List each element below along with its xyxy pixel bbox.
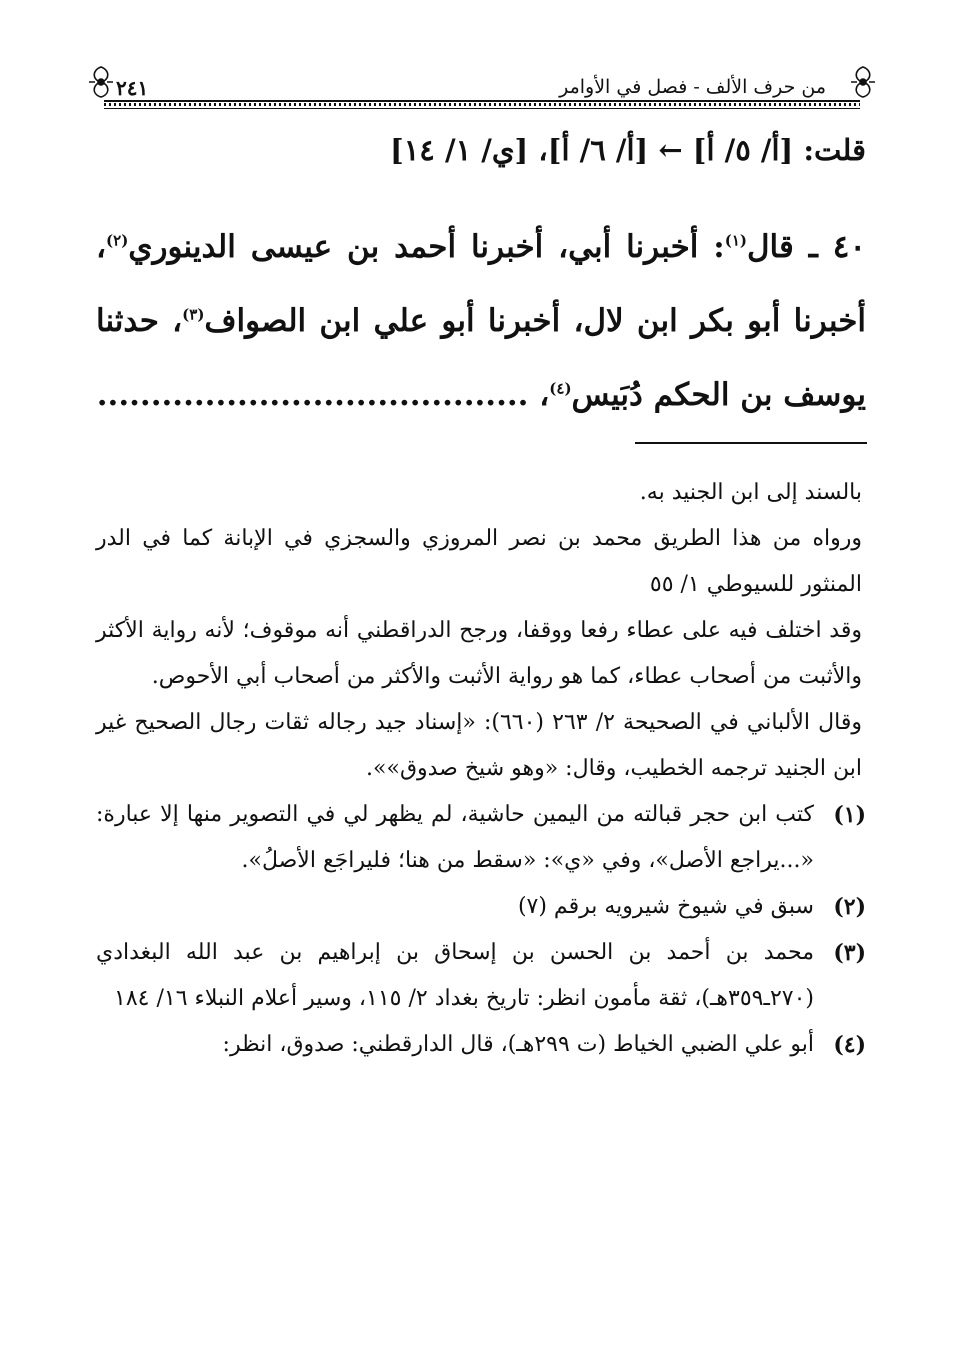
hadith-line [96,210,866,284]
footnote-number: (٢) [833,894,866,920]
footnote-number: (١) [833,802,866,828]
footnote-item [96,792,866,884]
hadith-line [96,358,866,432]
hadith-text [96,210,866,432]
hadith-segment: يوسف بن الحكم دُبَيس [571,377,866,413]
footnote-marker[interactable]: (١) [724,231,748,250]
running-title: من حرف الألف - فصل في الأوامر [559,76,826,98]
floral-ornament-icon [86,64,116,100]
footnote-number: (٤) [833,1032,866,1058]
running-header [86,62,878,106]
footnote-number: (٣) [833,940,866,966]
footnote-text: سبق في شيوخ شيرويه برقم (٧) [517,894,814,919]
header-rule [104,100,860,109]
hadith-segment: أخبرنا أبو بكر ابن لال، أخبرنا أبو علي ابن الصواف [204,303,866,339]
footnote-marker[interactable]: (٣) [182,305,205,324]
footnote-marker[interactable]: (٢) [106,231,129,250]
footnote-text: محمد بن أحمد بن الحسن بن إسحاق بن إبراهيم بن عبد الله البغدادي (٢٧٠ـ٣٥٩هـ)، ثقة مأمون انظر: تاريخ بغداد ٢/ ١١٥، وسير أعلام النبلاء ١٦/ ١٨٤ [96,940,814,1011]
footnote-text: كتب ابن حجر قبالته من اليمين حاشية، لم يظهر لي في التصوير منها إلا عبارة: «...يراجع الأصل»، وفي «ي»: «سقط من هنا؛ فليراجَع الأصلُ». [96,802,814,873]
footnote-item [96,884,866,930]
hadith-line [96,284,866,358]
footnote-continuation: بالسند إلى ابن الجنيد به. [639,480,862,505]
footnote-text: أبو علي الضبي الخياط (ت ٢٩٩هـ)، قال الدارقطني: صدوق، انظر: [222,1032,814,1057]
footnote-separator [635,442,867,444]
footnote-continuation: وقال الألباني في الصحيحة ٢/ ٢٦٣ (٦٦٠): «إسناد جيد رجاله ثقات رجال الصحيح غير ابن الجنيد ترجمه الخطيب، وقال: «وهو شيخ صدوق»». [96,710,862,781]
ellipsis-dots: ........................................ [96,377,529,413]
footnote-marker[interactable]: (٤) [549,379,572,398]
footnote-item [96,1022,866,1068]
footnotes [96,470,866,1068]
hadith-segment: ، [528,377,550,413]
manuscript-reference-line: قلت: [أ/ ٥/ أ] ← [أ/ ٦/ أ]، [ي/ ١/ ١٤] [389,133,866,167]
hadith-segment: ٤٠ ـ قال [747,229,866,265]
hadith-segment: ، حدثنا [96,303,183,339]
footnote-item [96,930,866,1022]
footnote-continuation: ورواه من هذا الطريق محمد بن نصر المروزي والسجزي في الإبانة كما في الدر المنثور للسيوطي ١/ ٥٥ [96,526,862,597]
footnote-continuation: وقد اختلف فيه على عطاء رفعا ووقفا، ورجح الدراقطني أنه موقوف؛ لأنه رواية الأكثر والأثبت من أصحاب عطاء، كما هو رواية الأثبت والأكثر من أصحاب أبي الأحوص. [96,618,862,689]
hadith-segment: : أخبرنا أبي، أخبرنا أحمد بن عيسى الدينوري [128,229,725,265]
floral-ornament-icon [848,64,878,100]
main-text [96,128,866,432]
hadith-segment: ، [96,229,107,265]
page-number: ٢٤١ [116,76,149,100]
